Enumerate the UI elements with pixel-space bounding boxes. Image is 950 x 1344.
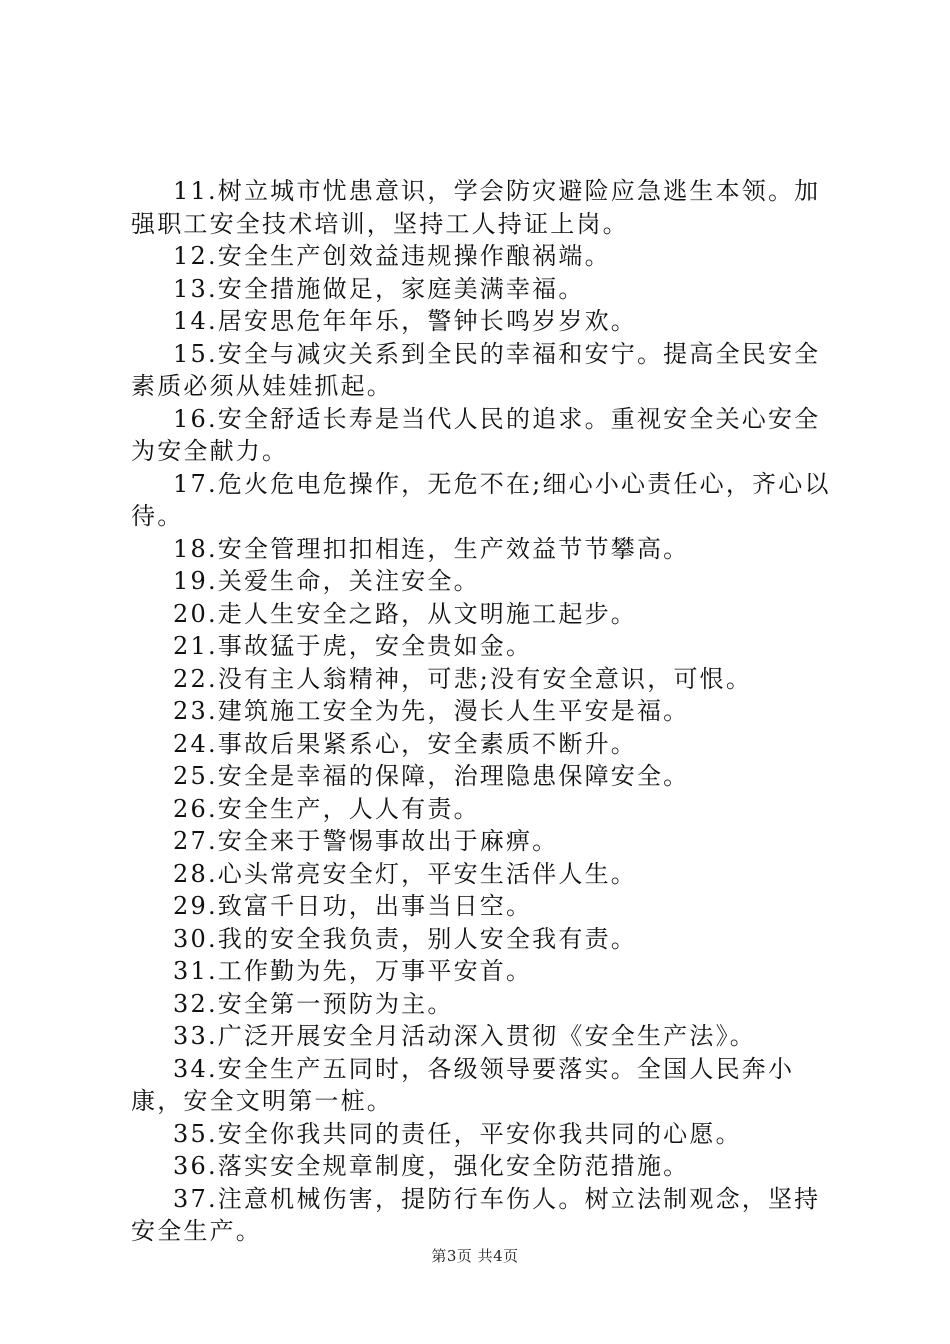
list-item: 32.安全第一预防为主。 [173,989,454,1018]
list-item: 16.安全舒适长寿是当代人民的追求。重视安全关心安全为安全献力。 [131,404,821,465]
list-item: 34.安全生产五同时，各级领导要落实。全国人民奔小康，安全文明第一桩。 [131,1054,795,1115]
list-item: 36.落实安全规章制度，强化安全防范措施。 [173,1152,690,1180]
list-item: 27.安全来于警惕事故出于麻痹。 [173,827,559,855]
list-item: 12.安全生产创效益违规操作酿祸端。 [173,242,611,270]
list-item: 19.关爱生命，关注安全。 [173,567,480,595]
list-item: 29.致富千日功，出事当日空。 [173,892,533,920]
list-item: 11.树立城市忧患意识，学会防灾避险应急逃生本领。加强职工安全技术培训，坚持工人持证上岗。 [131,177,821,238]
list-item: 23.建筑施工安全为先，漫长人生平安是福。 [173,697,690,725]
list-item: 14.居安思危年年乐，警钟长鸣岁岁欢。 [173,307,637,335]
list-item: 17.危火危电危操作，无危不在;细心小心责任心，齐心以待。 [131,469,831,530]
page-number-footer: 第3页 共4页 [431,1247,519,1265]
list-item: 15.安全与减灾关系到全民的幸福和安宁。提高全民安全素质必须从娃娃抓起。 [131,339,821,400]
list-item: 22.没有主人翁精神，可悲;没有安全意识，可恨。 [173,664,753,693]
list-item: 24.事故后果紧系心，安全素质不断升。 [173,729,637,758]
list-item: 21.事故猛于虎，安全贵如金。 [173,632,533,660]
list-item: 30.我的安全我负责，别人安全我有责。 [173,924,637,953]
list-item: 13.安全措施做足，家庭美满幸福。 [173,274,585,303]
slogan-list [131,175,831,1248]
list-item: 25.安全是幸福的保障，治理隐患保障安全。 [173,762,690,790]
list-item: 31.工作勤为先，万事平安首。 [173,957,533,985]
list-item: 20.走人生安全之路，从文明施工起步。 [173,599,637,628]
list-item: 18.安全管理扣扣相连，生产效益节节攀高。 [173,534,690,563]
list-item: 37.注意机械伤害，提防行车伤人。树立法制观念，坚持安全生产。 [131,1184,821,1245]
list-item: 35.安全你我共同的责任，平安你我共同的心愿。 [173,1119,742,1148]
list-item: 33.广泛开展安全月活动深入贯彻《安全生产法》。 [173,1022,756,1050]
list-item: 28.心头常亮安全灯，平安生活伴人生。 [173,859,637,888]
list-item: 26.安全生产，人人有责。 [173,794,480,823]
